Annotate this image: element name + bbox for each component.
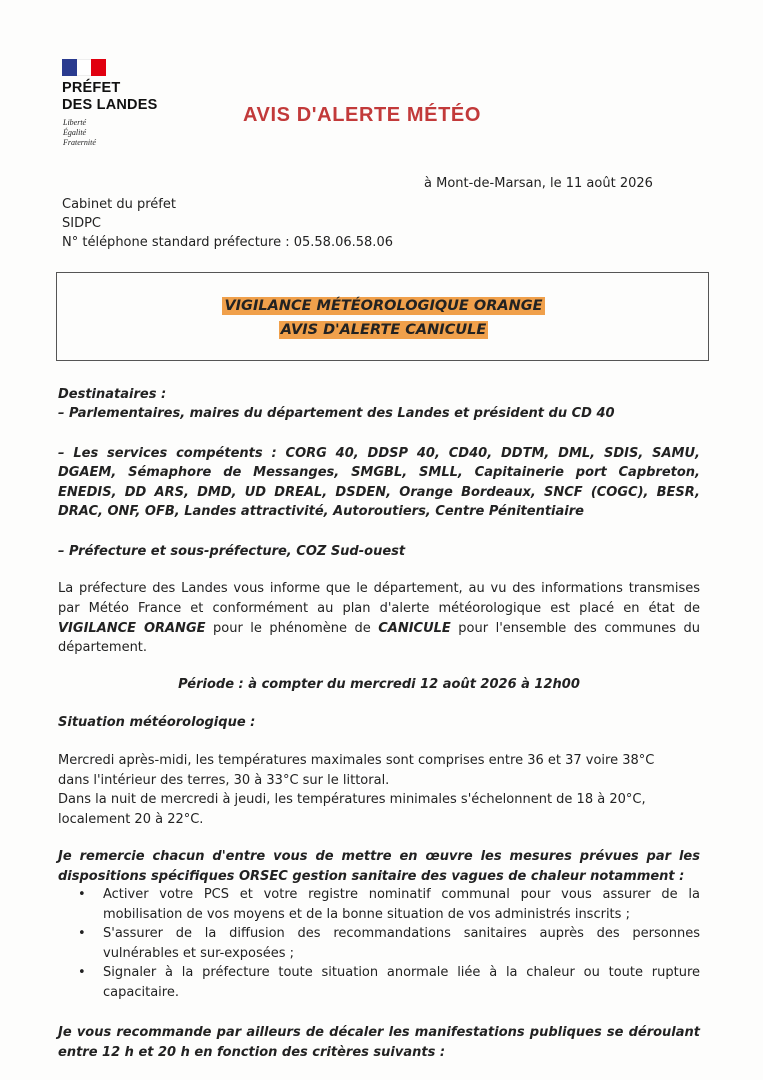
situation-paragraph-2: Dans la nuit de mercredi à jeudi, les températures minimales s'échelonnent de 18 à 20°C, localement 20 à 22°C.	[58, 792, 646, 827]
bullet-3: •	[78, 965, 86, 980]
measure-item-1	[78, 885, 700, 924]
measure-item-2-text: S'assurer de la diffusion des recommandations sanitaires auprès des personnes vulnérables et sur-exposées ;	[103, 926, 700, 961]
intro-paragraph	[58, 579, 700, 658]
french-flag-logo	[62, 59, 106, 76]
republic-motto	[63, 118, 96, 148]
logo-line-2: DES LANDES	[62, 97, 158, 113]
alert-title: AVIS D'ALERTE MÉTÉO	[243, 104, 482, 126]
flag-white-band	[77, 59, 91, 76]
measure-item-3-text: Signaler à la préfecture toute situation anormale liée à la chaleur ou toute rupture capacitaire.	[103, 965, 700, 1000]
canicule-title	[57, 322, 710, 338]
situation-paragraph-1: Mercredi après-midi, les températures maximales sont comprises entre 36 et 37 voire 38°C dans l'intérieur des terres, 30 à 33°C sur le littoral.	[58, 753, 655, 788]
sender-service: SIDPC	[62, 216, 102, 231]
intro-part-2: pour le phénomène de	[205, 620, 379, 636]
intro-canicule: CANICULE	[378, 620, 451, 636]
intro-vigilance-orange: VIGILANCE ORANGE	[58, 620, 206, 636]
vigilance-box	[56, 272, 709, 361]
recommendation-paragraph: Je vous recommande par ailleurs de décaler les manifestations publiques se déroulant entre 12 h et 20 h en fonction des critères suivants :	[58, 1025, 700, 1060]
date-line: à Mont-de-Marsan, le 11 août 2026	[424, 176, 653, 191]
sender-phone: N° téléphone standard préfecture : 05.58.06.58.06	[62, 235, 393, 250]
period-line: Période : à compter du mercredi 12 août 2026 à 12h00	[178, 677, 580, 692]
measure-item-1-text: Activer votre PCS et votre registre nominatif communal pour vous assurer de la mobilisation de vos moyens et de la bonne situation de vos administrés inscrits ;	[103, 887, 700, 922]
motto-egalite: Égalité	[63, 128, 87, 137]
vigilance-title	[57, 298, 710, 314]
logo-line-1: PRÉFET	[62, 80, 121, 96]
measures-list	[78, 885, 700, 1002]
recipients-group-3: – Préfecture et sous-préfecture, COZ Sud-ouest	[58, 544, 406, 559]
measure-item-2	[78, 924, 700, 963]
recipients-heading: Destinataires :	[58, 387, 167, 402]
bullet-2: •	[78, 926, 86, 941]
motto-fraternite: Fraternité	[63, 138, 96, 147]
sender-cabinet: Cabinet du préfet	[62, 197, 176, 212]
bullet-1: •	[78, 887, 86, 902]
prefecture-logo-text	[62, 80, 157, 114]
situation-heading: Situation météorologique :	[58, 715, 256, 730]
canicule-title-text: AVIS D'ALERTE CANICULE	[280, 322, 487, 338]
recipients-group-2: – Les services compétents : CORG 40, DDSP 40, CD40, DDTM, DML, SDIS, SAMU, DGAEM, Sémaphore de Messanges, SMGBL, SMLL, Capitainerie port Capbreton, ENEDIS, DD ARS, DMD, UD DREAL, DSDEN, Orange Bordeaux, SNCF (COGC), BESR, DRAC, ONF, OFB, Landes attractivité, Autoroutiers, Centre Pénitentiaire	[58, 446, 700, 519]
intro-part-3: pour l'ensemble des communes du département.	[58, 620, 700, 656]
motto-liberte: Liberté	[63, 118, 87, 127]
sender-block	[62, 195, 393, 252]
recipients-group-1: – Parlementaires, maires du département des Landes et président du CD 40	[58, 406, 615, 421]
vigilance-title-text: VIGILANCE MÉTÉOROLOGIQUE ORANGE	[224, 298, 543, 314]
intro-part-1: La préfecture des Landes vous informe que le département, au vu des informations transmises par Météo France et conformément au plan d'alerte météorologique est placé en état de	[58, 581, 700, 616]
flag-red-band	[91, 59, 106, 76]
measure-item-3	[78, 963, 700, 1002]
flag-blue-band	[62, 59, 77, 76]
measures-intro: Je remercie chacun d'entre vous de mettre en œuvre les mesures prévues par les dispositions spécifiques ORSEC gestion sanitaire des vagues de chaleur notamment :	[58, 849, 700, 884]
